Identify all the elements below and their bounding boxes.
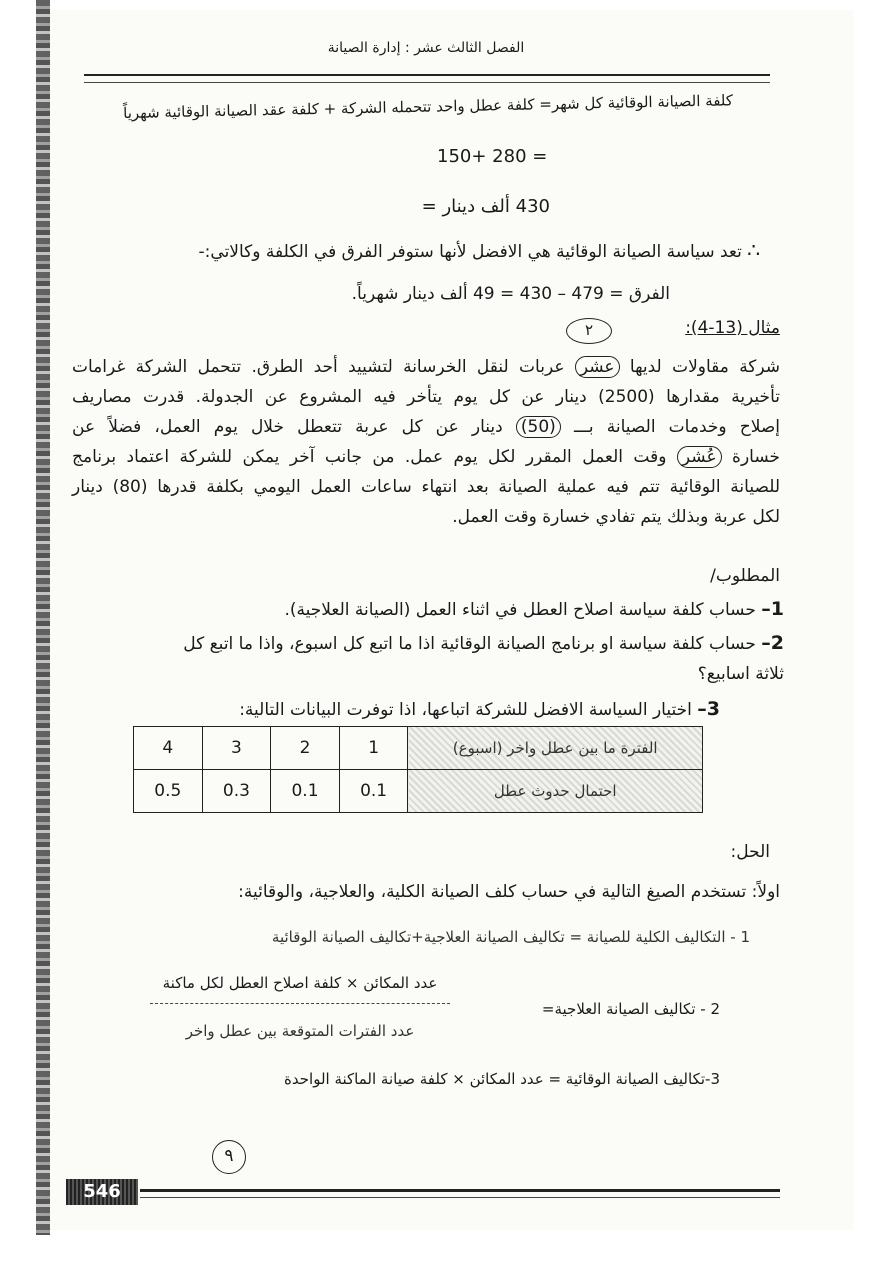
handwritten-note: ٩ <box>212 1140 246 1174</box>
item-number: 3– <box>697 698 720 720</box>
example-number: (2500) <box>598 387 655 407</box>
table-row <box>134 727 703 770</box>
formula-line: كلفة الصيانة الوقائية كل شهر= كلفة عطل واحد تتحمله الشركة + كلفة عقد الصيانة الوقائية شهرياً <box>122 91 734 123</box>
conclusion-text: تعد سياسة الصيانة الوقائية هي الافضل لأنها ستوفر الفرق في الكلفة وكالاتي:- <box>198 242 742 262</box>
required-item-3 <box>180 698 720 720</box>
required-heading: المطلوب/ <box>710 566 780 586</box>
footer-rule-thin <box>140 1197 780 1198</box>
footer-rule <box>140 1189 780 1192</box>
table-cell: 3 <box>202 727 271 770</box>
calc-line-1: 150+ 280 = <box>437 146 548 167</box>
table-cell: 4 <box>134 727 203 770</box>
example-line-5 <box>72 472 780 502</box>
fraction-bar <box>150 1003 450 1004</box>
table-cell: 0.5 <box>134 770 203 813</box>
circled-number: (50) <box>516 416 561 438</box>
item-text: حساب كلفة سياسة او برنامج الصيانة الوقائية اذا ما اتبع كل اسبوع، واذا ما اتبع كل <box>183 634 756 654</box>
example-line-6: لكل عربة وبذلك يتم تفادي خسارة وقت العمل. <box>452 507 780 527</box>
item-text: حساب كلفة سياسة اصلاح العطل في اثناء العمل (الصيانة العلاجية). <box>284 600 756 620</box>
table-cell: 1 <box>339 727 408 770</box>
therefore-icon: ∴ <box>747 238 760 262</box>
scanned-page <box>42 10 854 1230</box>
example-text: وقت العمل المقرر لكل يوم عمل. من جانب آخر يمكن للشركة اعتماد برنامج <box>72 447 667 467</box>
example-line-3 <box>72 412 780 442</box>
example-number: (80) <box>112 477 148 497</box>
example-text: شركة مقاولات لديها <box>629 357 781 377</box>
table-row <box>134 770 703 813</box>
table-cell: 0.1 <box>271 770 340 813</box>
margin-note-circle: ٢ <box>566 318 612 344</box>
binding-edge <box>36 0 50 1235</box>
difference-line: الفرق = 479 – 430 = 49 ألف دينار شهرياً. <box>351 284 670 304</box>
table-cell: 2 <box>271 727 340 770</box>
page-number: 546 <box>66 1179 138 1205</box>
solution-heading: الحل: <box>730 842 770 862</box>
required-item-2 <box>72 632 784 654</box>
table-row-header: الفترة ما بين عطل واخر (اسبوع) <box>408 727 703 770</box>
required-item-2-cont: ثلاثة اسابيع؟ <box>697 664 784 684</box>
example-line-1 <box>72 352 780 382</box>
required-item-1 <box>72 598 784 620</box>
table-cell: 0.3 <box>202 770 271 813</box>
item-text: اختيار السياسة الافضل للشركة اتباعها، اذا توفرت البيانات التالية: <box>239 700 692 720</box>
table-row-header: احتمال حدوث عطل <box>408 770 703 813</box>
solution-intro: اولاً: تستخدم الصيغ التالية في حساب كلف الصيانة الكلية، والعلاجية، والوقائية: <box>238 882 780 902</box>
circled-word: عشر <box>575 356 620 378</box>
example-body <box>72 352 780 532</box>
calc-line-2: 430 ألف دينار = <box>421 196 550 217</box>
header-rule-thin <box>84 82 770 83</box>
example-text: عربات لنقل الخرسانة لتشييد أحد الطرق. تتحمل الشركة غرامات <box>72 357 565 377</box>
example-text: تأخيرية مقدارها <box>666 387 780 407</box>
formula-2-numerator: عدد المكائن × كلفة اصلاح العطل لكل ماكنة <box>162 974 438 992</box>
formula-1: 1 - التكاليف الكلية للصيانة = تكاليف الصيانة العلاجية+تكاليف الصيانة الوقائية <box>271 928 750 946</box>
item-number: 1– <box>761 598 784 620</box>
chapter-title: الفصل الثالث عشر : إدارة الصيانة <box>327 40 525 56</box>
example-text: دينار عن كل يوم يتأخر فيه المشروع عن الجدولة. قدرت مصاريف <box>72 387 587 407</box>
circled-word: عُشر <box>677 446 722 468</box>
conclusion-line <box>120 238 760 262</box>
failure-data-table <box>133 726 703 813</box>
formula-2-label: 2 - تكاليف الصيانة العلاجية= <box>541 1000 720 1018</box>
formula-3: 3-تكاليف الصيانة الوقائية = عدد المكائن × كلفة صيانة الماكنة الواحدة <box>284 1070 720 1088</box>
example-text: للصيانة الوقائية تتم فيه عملية الصيانة بعد انتهاء ساعات العمل اليومي بكلفة قدرها <box>157 477 781 497</box>
table-cell: 0.1 <box>339 770 408 813</box>
example-title: مثال (13-4): <box>685 318 780 338</box>
example-text: خسارة <box>732 447 781 467</box>
header-rule <box>84 74 770 76</box>
example-line-4 <box>72 442 780 472</box>
formula-2-denominator: عدد الفترات المتوقعة بين عطل واخر <box>185 1022 415 1040</box>
example-line-2 <box>72 382 780 412</box>
item-number: 2– <box>761 632 784 654</box>
example-text: دينار <box>72 477 103 497</box>
example-text: إصلاح وخدمات الصيانة بـــ <box>573 417 781 437</box>
example-text: دينار عن كل عربة تتعطل خلال يوم العمل، فضلاً عن <box>72 417 503 437</box>
